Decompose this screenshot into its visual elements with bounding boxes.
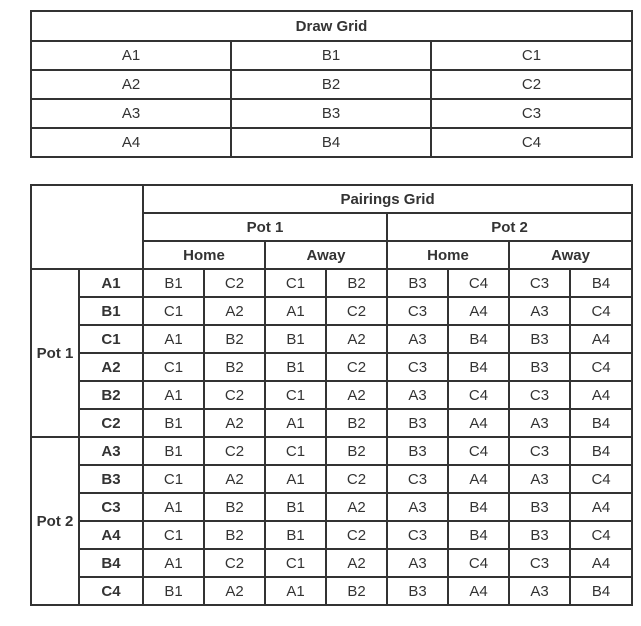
pairing-cell: C1 bbox=[265, 269, 326, 297]
pairing-cell: B3 bbox=[387, 437, 448, 465]
pairing-cell: C2 bbox=[326, 353, 387, 381]
pairing-cell: C4 bbox=[570, 353, 632, 381]
pairing-cell: A1 bbox=[265, 297, 326, 325]
draw-grid-cell: A4 bbox=[31, 128, 231, 157]
pairing-cell: A3 bbox=[509, 409, 570, 437]
pairing-cell: A4 bbox=[448, 577, 509, 605]
pot-row-label: Pot 2 bbox=[31, 437, 79, 605]
pairings-grid-body bbox=[31, 269, 632, 605]
pairing-cell: A2 bbox=[326, 493, 387, 521]
pairing-cell: C1 bbox=[265, 381, 326, 409]
pairing-cell: C4 bbox=[448, 437, 509, 465]
pairing-cell: C2 bbox=[204, 437, 265, 465]
draw-grid-title-row bbox=[31, 11, 632, 41]
pairing-cell: B4 bbox=[448, 353, 509, 381]
pairing-cell: C3 bbox=[387, 353, 448, 381]
draw-grid-body bbox=[31, 41, 632, 157]
pairing-cell: A4 bbox=[448, 465, 509, 493]
pairing-cell: B3 bbox=[509, 353, 570, 381]
pairing-cell: B1 bbox=[265, 353, 326, 381]
pairing-cell: A1 bbox=[143, 325, 204, 353]
pairing-cell: A2 bbox=[326, 381, 387, 409]
team-row-label: B1 bbox=[79, 297, 143, 325]
team-row-label: A1 bbox=[79, 269, 143, 297]
draw-grid-cell: A3 bbox=[31, 99, 231, 128]
pairing-cell: A4 bbox=[570, 381, 632, 409]
pairings-grid-row bbox=[31, 269, 632, 297]
pairings-grid-row bbox=[31, 577, 632, 605]
pairing-cell: B4 bbox=[570, 437, 632, 465]
team-row-label: A4 bbox=[79, 521, 143, 549]
pairings-title-row bbox=[31, 185, 632, 213]
pairing-cell: B1 bbox=[143, 409, 204, 437]
draw-grid-row bbox=[31, 99, 632, 128]
pairing-cell: C3 bbox=[509, 381, 570, 409]
pairing-cell: C2 bbox=[204, 549, 265, 577]
pairing-cell: B4 bbox=[448, 325, 509, 353]
pairing-cell: C2 bbox=[326, 465, 387, 493]
pairing-cell: C4 bbox=[448, 549, 509, 577]
pairings-grid-row bbox=[31, 297, 632, 325]
pairing-cell: A2 bbox=[204, 577, 265, 605]
team-row-label: B4 bbox=[79, 549, 143, 577]
pairing-cell: A1 bbox=[143, 549, 204, 577]
pairing-cell: B3 bbox=[387, 269, 448, 297]
pot2-home-header: Home bbox=[387, 241, 509, 269]
pairing-cell: C4 bbox=[570, 465, 632, 493]
pairing-cell: A4 bbox=[570, 325, 632, 353]
team-row-label: C4 bbox=[79, 577, 143, 605]
draw-grid-row bbox=[31, 70, 632, 99]
team-row-label: B2 bbox=[79, 381, 143, 409]
pairing-cell: B4 bbox=[570, 577, 632, 605]
pairing-cell: B3 bbox=[509, 521, 570, 549]
pairing-cell: B3 bbox=[387, 409, 448, 437]
pairing-cell: C1 bbox=[143, 465, 204, 493]
pairing-cell: B4 bbox=[570, 269, 632, 297]
pairing-cell: C1 bbox=[143, 521, 204, 549]
team-row-label: B3 bbox=[79, 465, 143, 493]
pot2-away-header: Away bbox=[509, 241, 632, 269]
pairing-cell: A2 bbox=[204, 409, 265, 437]
draw-grid-row bbox=[31, 128, 632, 157]
pairing-cell: A4 bbox=[448, 409, 509, 437]
pairings-grid-row bbox=[31, 381, 632, 409]
draw-grid-cell: B2 bbox=[231, 70, 431, 99]
pairing-cell: A3 bbox=[387, 325, 448, 353]
pairing-cell: B1 bbox=[265, 493, 326, 521]
draw-grid-cell: C4 bbox=[431, 128, 632, 157]
pairing-cell: B1 bbox=[265, 325, 326, 353]
pairing-cell: A3 bbox=[509, 577, 570, 605]
pairing-cell: B2 bbox=[204, 493, 265, 521]
pairing-cell: A4 bbox=[570, 493, 632, 521]
pairing-cell: C2 bbox=[326, 297, 387, 325]
pot-row-label: Pot 1 bbox=[31, 269, 79, 437]
pairing-cell: A3 bbox=[387, 493, 448, 521]
pot1-home-header: Home bbox=[143, 241, 265, 269]
pairing-cell: C4 bbox=[570, 521, 632, 549]
pairing-cell: A2 bbox=[326, 549, 387, 577]
team-row-label: C2 bbox=[79, 409, 143, 437]
draw-grid-cell: B3 bbox=[231, 99, 431, 128]
pairing-cell: B1 bbox=[143, 577, 204, 605]
pairing-cell: B3 bbox=[509, 493, 570, 521]
team-row-label: A3 bbox=[79, 437, 143, 465]
pairings-grid-row bbox=[31, 325, 632, 353]
pairing-cell: C3 bbox=[509, 437, 570, 465]
pot1-away-header: Away bbox=[265, 241, 387, 269]
pairing-cell: A1 bbox=[265, 577, 326, 605]
draw-grid-cell: A1 bbox=[31, 41, 231, 70]
draw-grid-cell: C2 bbox=[431, 70, 632, 99]
team-row-label: C3 bbox=[79, 493, 143, 521]
pairing-cell: A2 bbox=[326, 325, 387, 353]
team-row-label: A2 bbox=[79, 353, 143, 381]
pairing-cell: B3 bbox=[387, 577, 448, 605]
draw-grid-title: Draw Grid bbox=[31, 11, 632, 41]
pairing-cell: A1 bbox=[265, 465, 326, 493]
pairing-cell: B4 bbox=[570, 409, 632, 437]
pairing-cell: B2 bbox=[326, 409, 387, 437]
pairing-cell: A2 bbox=[204, 297, 265, 325]
pairing-cell: C4 bbox=[448, 269, 509, 297]
pairing-cell: C3 bbox=[387, 521, 448, 549]
draw-grid-cell: B1 bbox=[231, 41, 431, 70]
pairing-cell: C3 bbox=[509, 549, 570, 577]
team-row-label: C1 bbox=[79, 325, 143, 353]
pairing-cell: C1 bbox=[143, 297, 204, 325]
draw-grid-cell: B4 bbox=[231, 128, 431, 157]
pairing-cell: B2 bbox=[326, 437, 387, 465]
draw-grid-cell: C3 bbox=[431, 99, 632, 128]
draw-grid-cell: C1 bbox=[431, 41, 632, 70]
pot1-column-header: Pot 1 bbox=[143, 213, 387, 241]
pairing-cell: B1 bbox=[143, 437, 204, 465]
pairing-cell: B1 bbox=[265, 521, 326, 549]
pairing-cell: A3 bbox=[509, 465, 570, 493]
pairing-cell: B2 bbox=[204, 353, 265, 381]
pairing-cell: A1 bbox=[265, 409, 326, 437]
pairing-cell: A1 bbox=[143, 381, 204, 409]
pairing-cell: C3 bbox=[387, 297, 448, 325]
pairing-cell: C2 bbox=[204, 381, 265, 409]
pairing-cell: A3 bbox=[509, 297, 570, 325]
pairing-cell: B4 bbox=[448, 521, 509, 549]
pairing-cell: A4 bbox=[448, 297, 509, 325]
pairing-cell: A3 bbox=[387, 381, 448, 409]
pairings-grid-row bbox=[31, 465, 632, 493]
pairing-cell: C4 bbox=[570, 297, 632, 325]
pairings-grid-row bbox=[31, 409, 632, 437]
pairings-grid-row bbox=[31, 493, 632, 521]
pairing-cell: B1 bbox=[143, 269, 204, 297]
pairing-cell: C3 bbox=[387, 465, 448, 493]
pairing-cell: A4 bbox=[570, 549, 632, 577]
pairing-cell: C1 bbox=[265, 437, 326, 465]
pairings-grid-row bbox=[31, 521, 632, 549]
pairings-grid-title: Pairings Grid bbox=[143, 185, 632, 213]
pairing-cell: C3 bbox=[509, 269, 570, 297]
pairing-cell: C2 bbox=[326, 521, 387, 549]
draw-grid-row bbox=[31, 41, 632, 70]
draw-grid-table bbox=[30, 10, 633, 158]
pairing-cell: C1 bbox=[143, 353, 204, 381]
pairing-cell: C2 bbox=[204, 269, 265, 297]
pairings-grid-row bbox=[31, 437, 632, 465]
pairings-corner-cell bbox=[31, 185, 143, 269]
pairing-cell: B2 bbox=[204, 325, 265, 353]
draw-grid-cell: A2 bbox=[31, 70, 231, 99]
pairing-cell: A2 bbox=[204, 465, 265, 493]
pairing-cell: C1 bbox=[265, 549, 326, 577]
pairing-cell: B4 bbox=[448, 493, 509, 521]
pairing-cell: C4 bbox=[448, 381, 509, 409]
pairing-cell: B2 bbox=[326, 269, 387, 297]
pairings-grid-row bbox=[31, 549, 632, 577]
pairing-cell: B2 bbox=[204, 521, 265, 549]
pairings-grid-row bbox=[31, 353, 632, 381]
pairing-cell: B2 bbox=[326, 577, 387, 605]
pairing-cell: A1 bbox=[143, 493, 204, 521]
pairings-grid-table bbox=[30, 184, 633, 606]
pairing-cell: B3 bbox=[509, 325, 570, 353]
pot2-column-header: Pot 2 bbox=[387, 213, 632, 241]
pairing-cell: A3 bbox=[387, 549, 448, 577]
